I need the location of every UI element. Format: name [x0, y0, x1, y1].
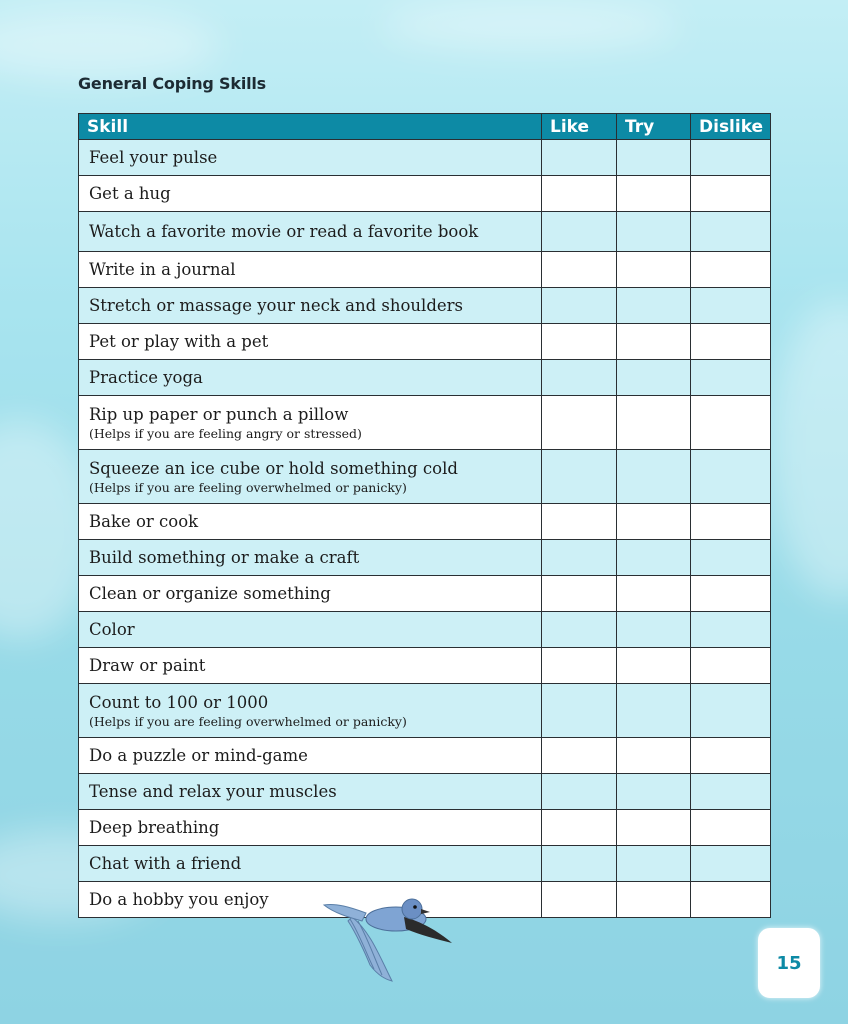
- skill-label: Color: [89, 620, 135, 639]
- skill-label: Draw or paint: [89, 656, 206, 675]
- table-row: [79, 140, 771, 176]
- dislike-checkbox-cell[interactable]: [691, 684, 771, 738]
- skill-note: (Helps if you are feeling overwhelmed or panicky): [89, 713, 407, 729]
- skill-cell: [79, 576, 542, 612]
- skill-cell: [79, 396, 542, 450]
- dislike-checkbox-cell[interactable]: [691, 252, 771, 288]
- table-row: [79, 540, 771, 576]
- try-checkbox-cell[interactable]: [617, 140, 691, 176]
- try-checkbox-cell[interactable]: [617, 846, 691, 882]
- dislike-checkbox-cell[interactable]: [691, 576, 771, 612]
- table-row: [79, 684, 771, 738]
- skill-label: Squeeze an ice cube or hold something cold: [89, 458, 458, 478]
- skill-cell: [79, 738, 542, 774]
- dislike-checkbox-cell[interactable]: [691, 648, 771, 684]
- skill-cell: [79, 774, 542, 810]
- dislike-checkbox-cell[interactable]: [691, 176, 771, 212]
- table-row: [79, 810, 771, 846]
- skill-label: Do a hobby you enjoy: [89, 890, 269, 909]
- like-checkbox-cell[interactable]: [542, 810, 617, 846]
- dislike-checkbox-cell[interactable]: [691, 846, 771, 882]
- table-row: [79, 324, 771, 360]
- coping-skills-table: [78, 113, 771, 918]
- try-checkbox-cell[interactable]: [617, 576, 691, 612]
- try-checkbox-cell[interactable]: [617, 738, 691, 774]
- dislike-checkbox-cell[interactable]: [691, 882, 771, 918]
- try-checkbox-cell[interactable]: [617, 810, 691, 846]
- try-checkbox-cell[interactable]: [617, 212, 691, 252]
- skill-label: Pet or play with a pet: [89, 332, 269, 351]
- table-row: [79, 396, 771, 450]
- skill-label: Watch a favorite movie or read a favorite book: [89, 222, 479, 241]
- table-row: [79, 176, 771, 212]
- dislike-checkbox-cell[interactable]: [691, 612, 771, 648]
- skill-label: Rip up paper or punch a pillow: [89, 404, 349, 424]
- table-body: [79, 140, 771, 918]
- like-checkbox-cell[interactable]: [542, 212, 617, 252]
- table-row: [79, 738, 771, 774]
- try-checkbox-cell[interactable]: [617, 612, 691, 648]
- dislike-checkbox-cell[interactable]: [691, 396, 771, 450]
- dislike-checkbox-cell[interactable]: [691, 140, 771, 176]
- page-heading: General Coping Skills: [78, 74, 266, 93]
- like-checkbox-cell[interactable]: [542, 450, 617, 504]
- like-checkbox-cell[interactable]: [542, 846, 617, 882]
- like-checkbox-cell[interactable]: [542, 176, 617, 212]
- try-checkbox-cell[interactable]: [617, 396, 691, 450]
- skill-cell: [79, 810, 542, 846]
- dislike-checkbox-cell[interactable]: [691, 738, 771, 774]
- table-row: [79, 648, 771, 684]
- skill-label: Bake or cook: [89, 512, 199, 531]
- try-checkbox-cell[interactable]: [617, 324, 691, 360]
- skill-cell: [79, 212, 542, 252]
- like-checkbox-cell[interactable]: [542, 882, 617, 918]
- like-checkbox-cell[interactable]: [542, 738, 617, 774]
- skill-label: Deep breathing: [89, 818, 220, 837]
- skill-note: (Helps if you are feeling overwhelmed or panicky): [89, 479, 407, 495]
- like-checkbox-cell[interactable]: [542, 504, 617, 540]
- dislike-checkbox-cell[interactable]: [691, 360, 771, 396]
- skill-cell: [79, 176, 542, 212]
- dislike-checkbox-cell[interactable]: [691, 810, 771, 846]
- skill-label: Tense and relax your muscles: [89, 782, 337, 801]
- skill-cell: [79, 882, 542, 918]
- like-checkbox-cell[interactable]: [542, 140, 617, 176]
- like-checkbox-cell[interactable]: [542, 324, 617, 360]
- skill-label: Write in a journal: [89, 260, 236, 279]
- column-header-like: Like: [542, 114, 617, 140]
- skill-cell: [79, 140, 542, 176]
- skill-label: Do a puzzle or mind-game: [89, 746, 308, 765]
- skill-cell: [79, 288, 542, 324]
- skill-cell: [79, 684, 542, 738]
- skill-label: Feel your pulse: [89, 148, 218, 167]
- table-row: [79, 288, 771, 324]
- skill-label: Count to 100 or 1000: [89, 692, 269, 712]
- like-checkbox-cell[interactable]: [542, 684, 617, 738]
- skill-label: Clean or organize something: [89, 584, 331, 603]
- dislike-checkbox-cell[interactable]: [691, 212, 771, 252]
- column-header-dislike: Dislike: [691, 114, 771, 140]
- table-row: [79, 576, 771, 612]
- table-row: [79, 504, 771, 540]
- skill-label: Build something or make a craft: [89, 548, 360, 567]
- skill-cell: [79, 540, 542, 576]
- dislike-checkbox-cell[interactable]: [691, 540, 771, 576]
- try-checkbox-cell[interactable]: [617, 882, 691, 918]
- like-checkbox-cell[interactable]: [542, 774, 617, 810]
- like-checkbox-cell[interactable]: [542, 612, 617, 648]
- like-checkbox-cell[interactable]: [542, 288, 617, 324]
- like-checkbox-cell[interactable]: [542, 360, 617, 396]
- table-row: [79, 846, 771, 882]
- try-checkbox-cell[interactable]: [617, 288, 691, 324]
- table-row: [79, 252, 771, 288]
- dislike-checkbox-cell[interactable]: [691, 450, 771, 504]
- table-row: [79, 450, 771, 504]
- table-header-row: [79, 114, 771, 140]
- try-checkbox-cell[interactable]: [617, 504, 691, 540]
- like-checkbox-cell[interactable]: [542, 252, 617, 288]
- dislike-checkbox-cell[interactable]: [691, 774, 771, 810]
- dislike-checkbox-cell[interactable]: [691, 504, 771, 540]
- skill-label: Practice yoga: [89, 368, 203, 387]
- skill-label: Chat with a friend: [89, 854, 242, 873]
- column-header-try: Try: [617, 114, 691, 140]
- skill-note: (Helps if you are feeling angry or stressed): [89, 425, 362, 441]
- try-checkbox-cell[interactable]: [617, 774, 691, 810]
- try-checkbox-cell[interactable]: [617, 450, 691, 504]
- bluebird-illustration-icon: [322, 895, 457, 985]
- skill-cell: [79, 648, 542, 684]
- skill-cell: [79, 504, 542, 540]
- table-row: [79, 360, 771, 396]
- skill-cell: [79, 450, 542, 504]
- try-checkbox-cell[interactable]: [617, 360, 691, 396]
- like-checkbox-cell[interactable]: [542, 540, 617, 576]
- skill-cell: [79, 360, 542, 396]
- skill-cell: [79, 252, 542, 288]
- skill-label: Stretch or massage your neck and shoulders: [89, 296, 463, 315]
- try-checkbox-cell[interactable]: [617, 648, 691, 684]
- page-number: 15: [758, 928, 820, 998]
- try-checkbox-cell[interactable]: [617, 176, 691, 212]
- try-checkbox-cell[interactable]: [617, 252, 691, 288]
- skill-cell: [79, 324, 542, 360]
- like-checkbox-cell[interactable]: [542, 576, 617, 612]
- skill-label: Get a hug: [89, 184, 171, 203]
- skill-cell: [79, 612, 542, 648]
- table-row: [79, 612, 771, 648]
- try-checkbox-cell[interactable]: [617, 540, 691, 576]
- dislike-checkbox-cell[interactable]: [691, 288, 771, 324]
- try-checkbox-cell[interactable]: [617, 684, 691, 738]
- table-row: [79, 212, 771, 252]
- column-header-skill: Skill: [79, 114, 542, 140]
- dislike-checkbox-cell[interactable]: [691, 324, 771, 360]
- table-row: [79, 774, 771, 810]
- skill-cell: [79, 846, 542, 882]
- like-checkbox-cell[interactable]: [542, 648, 617, 684]
- like-checkbox-cell[interactable]: [542, 396, 617, 450]
